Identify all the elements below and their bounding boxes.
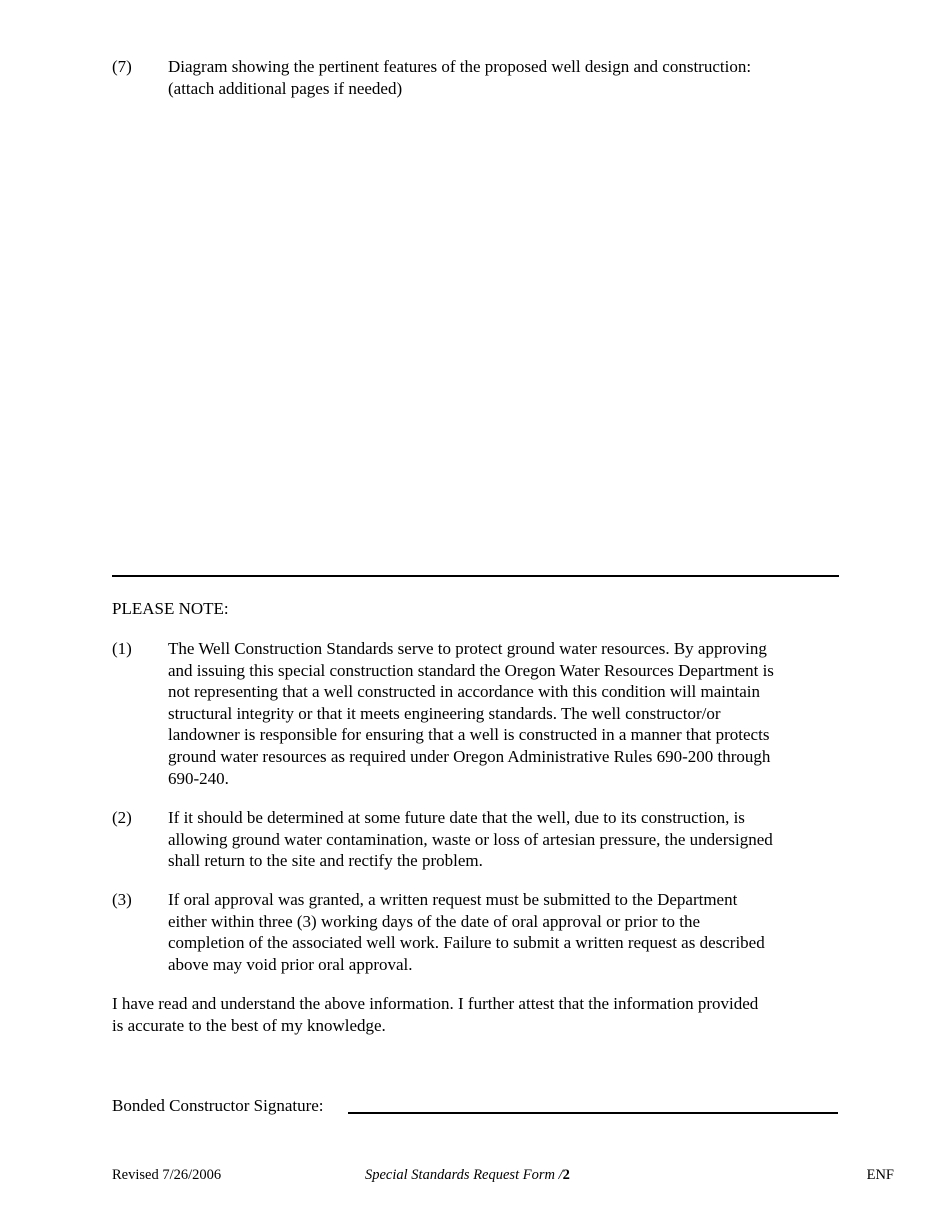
- note-number: (3): [112, 890, 132, 909]
- signature-row: [112, 1095, 839, 1119]
- note-1: [112, 638, 842, 789]
- note-line: shall return to the site and rectify the problem.: [168, 851, 483, 871]
- note-line: not representing that a well constructed in accordance with this condition will maintain: [168, 682, 760, 702]
- note-line: allowing ground water contamination, waste or loss of artesian pressure, the undersigned: [168, 829, 773, 849]
- footer-form-title: Special Standards Request Form /: [365, 1167, 563, 1183]
- item-7-diagram-instruction: [112, 56, 842, 99]
- note-3: [112, 889, 842, 975]
- page-footer: [112, 1166, 894, 1186]
- signature-label: Bonded Constructor Signature:: [112, 1096, 324, 1115]
- footer-form-name: [365, 1166, 570, 1184]
- item-line: (attach additional pages if needed): [168, 78, 403, 98]
- note-line: ground water resources as required under Oregon Administrative Rules 690-200 through: [168, 746, 771, 766]
- diagram-blank-area: [112, 100, 838, 570]
- attestation-line: I have read and understand the above information. I further attest that the information provided: [112, 994, 759, 1013]
- note-line: The Well Construction Standards serve to protect ground water resources. By approving: [168, 639, 767, 658]
- note-line: and issuing this special construction standard the Oregon Water Resources Department is: [168, 660, 774, 680]
- note-line: If it should be determined at some future date that the well, due to its construction, is: [168, 808, 745, 827]
- note-line: above may void prior oral approval.: [168, 954, 413, 974]
- note-2: [112, 807, 842, 872]
- attestation-statement: [112, 993, 842, 1036]
- signature-field[interactable]: [348, 1112, 838, 1114]
- attestation-line: is accurate to the best of my knowledge.: [112, 1015, 386, 1035]
- note-line: either within three (3) working days of the date of oral approval or prior to the: [168, 911, 701, 931]
- note-line: landowner is responsible for ensuring that a well is constructed in a manner that protects: [168, 725, 770, 745]
- footer-code: ENF: [866, 1167, 894, 1183]
- please-note-heading: PLEASE NOTE:: [112, 599, 229, 618]
- note-text: [168, 638, 840, 789]
- note-line: 690-240.: [168, 768, 229, 788]
- section-divider: [112, 575, 839, 577]
- note-line: If oral approval was granted, a written request must be submitted to the Department: [168, 890, 738, 909]
- footer-revised-date: Revised 7/26/2006: [112, 1167, 222, 1183]
- note-line: structural integrity or that it meets engineering standards. The well constructor/or: [168, 703, 721, 723]
- item-text: [168, 56, 840, 99]
- note-text: [168, 807, 840, 872]
- item-line: Diagram showing the pertinent features of the proposed well design and construction:: [168, 57, 752, 76]
- note-number: (2): [112, 808, 132, 827]
- item-number: (7): [112, 57, 132, 76]
- note-line: completion of the associated well work. Failure to submit a written request as described: [168, 933, 765, 953]
- note-text: [168, 889, 840, 975]
- note-number: (1): [112, 639, 132, 658]
- footer-page-number: 2: [562, 1167, 570, 1183]
